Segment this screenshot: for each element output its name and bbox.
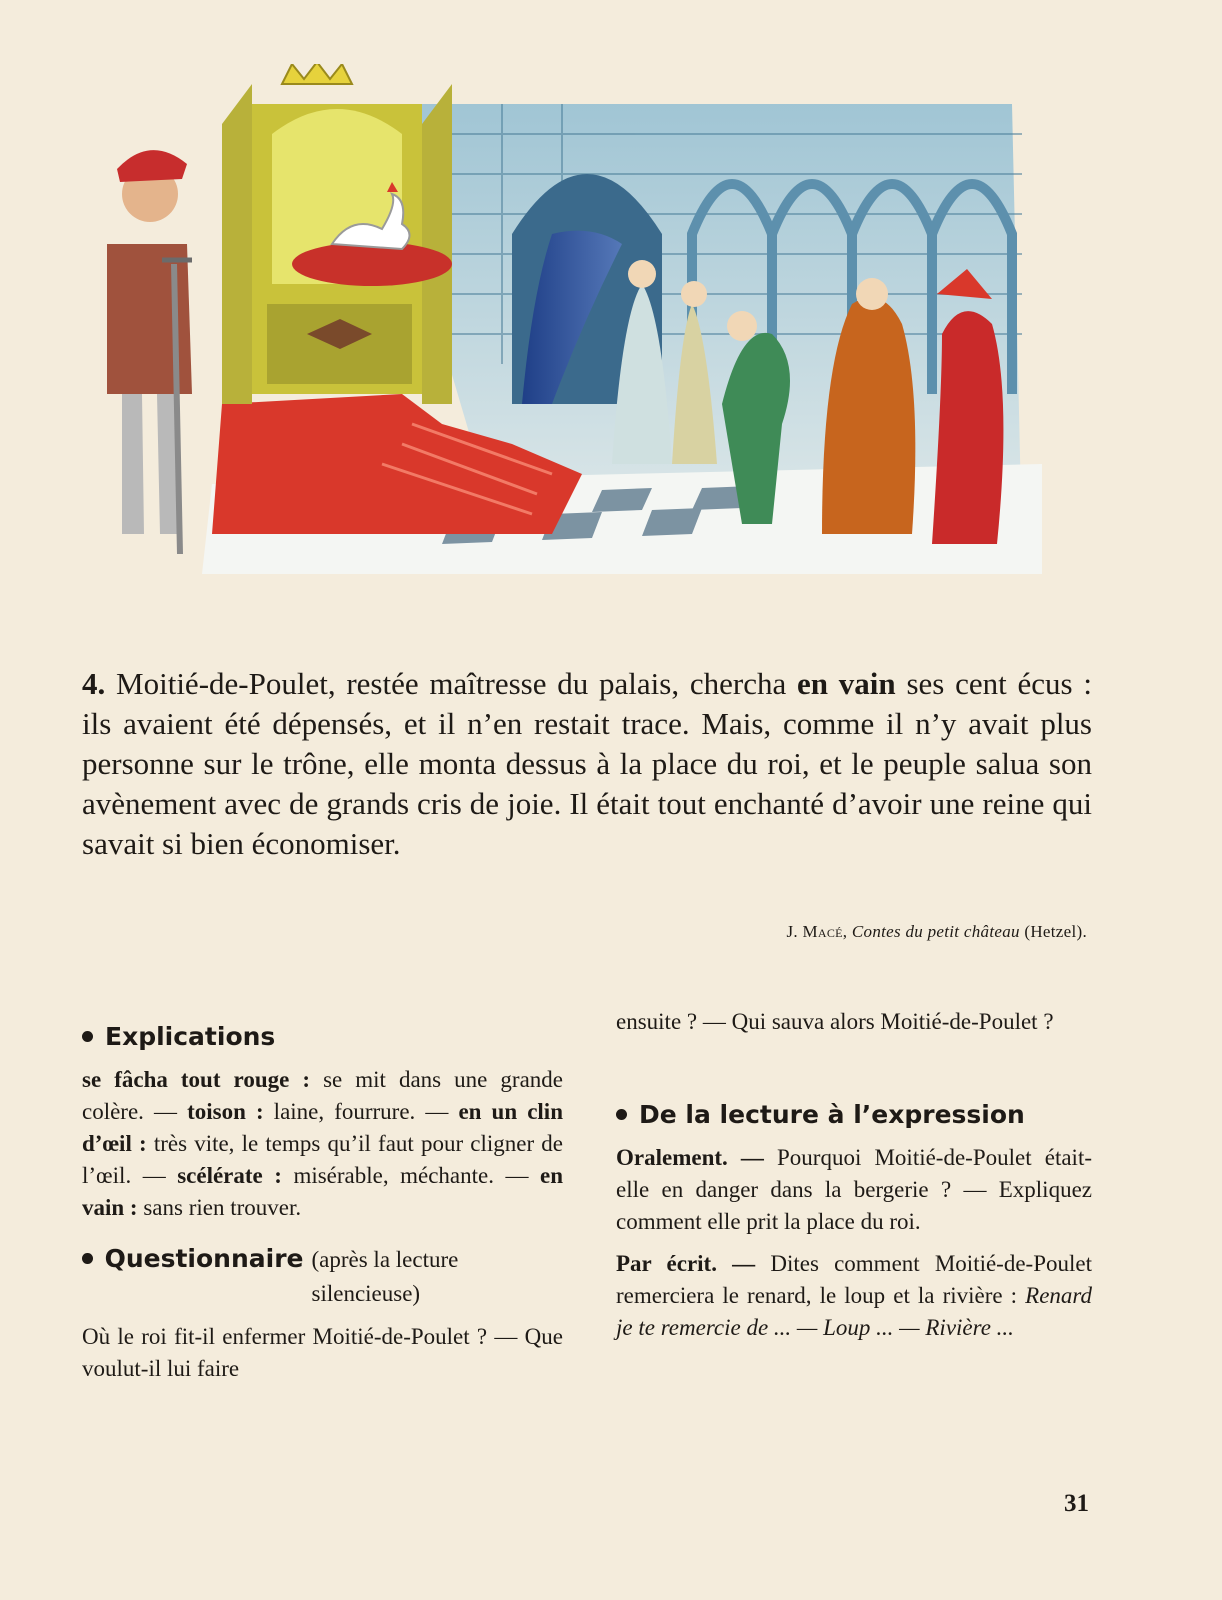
glossary-definition: sans rien trouver. [137,1195,302,1220]
glossary-term: toison : [187,1099,264,1124]
glossary-definition: très vite, le temps qu’il faut pour cligner de l’œil. — [82,1131,563,1188]
explications-heading-text: Explications [105,1022,276,1051]
glossary-term: en vain : [82,1163,563,1220]
questionnaire-note: (après la lecture silencieuse) [311,1247,459,1306]
story-bold-phrase: en vain [797,666,896,701]
page-number: 31 [1064,1490,1089,1517]
illustration [82,64,1042,574]
oral-text: Pourquoi Moitié-de-Poulet était-elle en danger dans la bergerie ? — Expliquez comment elle prit la place du roi. [616,1145,1092,1234]
glossary-definition: se mit dans une grande colère. — [82,1067,563,1124]
glossary-term: scélérate : [177,1163,282,1188]
explications-heading [82,1020,563,1054]
source-title: Contes du petit château [851,922,1020,941]
questionnaire-text: Où le roi fit-il enfermer Moitié-de-Poulet ? — Que voulut-il lui faire [82,1324,563,1381]
oral-exercise [616,1142,1092,1238]
source-publisher: (Hetzel). [1024,922,1087,941]
throne-room-illustration [82,64,1042,574]
right-column [616,1009,1092,1344]
glossary-term: se fâcha tout rouge : [82,1067,311,1092]
written-label: Par écrit. — [616,1251,756,1276]
bullet-icon [82,1031,93,1042]
explications-text [82,1064,563,1224]
questionnaire-heading-text: Questionnaire [104,1244,304,1273]
questionnaire-continuation: ensuite ? — Qui sauva alors Moitié-de-Poulet ? [616,1009,1054,1034]
written-italic: Renard je te remercie de ... — Loup ... — Rivière ... [616,1283,1092,1340]
paragraph-number: 4. [82,666,106,701]
questionnaire-heading [82,1242,563,1311]
source-citation [786,922,1087,942]
story-paragraph [82,664,1092,864]
glossary-definition: laine, fourrure. — [263,1099,459,1124]
oral-label: Oralement. — [616,1145,764,1170]
written-exercise [616,1248,1092,1344]
glossary-definition: misérable, méchante. — [281,1163,540,1188]
bullet-icon [82,1253,93,1264]
bullet-icon [616,1109,627,1120]
story-text-a: Moitié-de-Poulet, restée maîtresse du palais, chercha [105,666,798,701]
expression-heading-text: De la lecture à l’expression [639,1100,1025,1129]
glossary-term: en un clin d’œil : [82,1099,563,1156]
expression-heading [616,1098,1092,1132]
written-text: Dites comment Moitié-de-Poulet remerciera le renard, le loup et la rivière : [616,1251,1092,1308]
source-author: J. Macé, [786,922,848,941]
left-column [82,1020,563,1385]
story-text-b: ses cent écus : ils avaient été dépensés, et il n’en restait trace. Mais, comme il n’y avait plus personne sur le trône, elle monta dessus à la place du roi, et le peuple salua son avènement avec de grands cris de joie. Il était tout enchanté d’avoir une reine qui savait si bien économiser. [82,666,1093,861]
